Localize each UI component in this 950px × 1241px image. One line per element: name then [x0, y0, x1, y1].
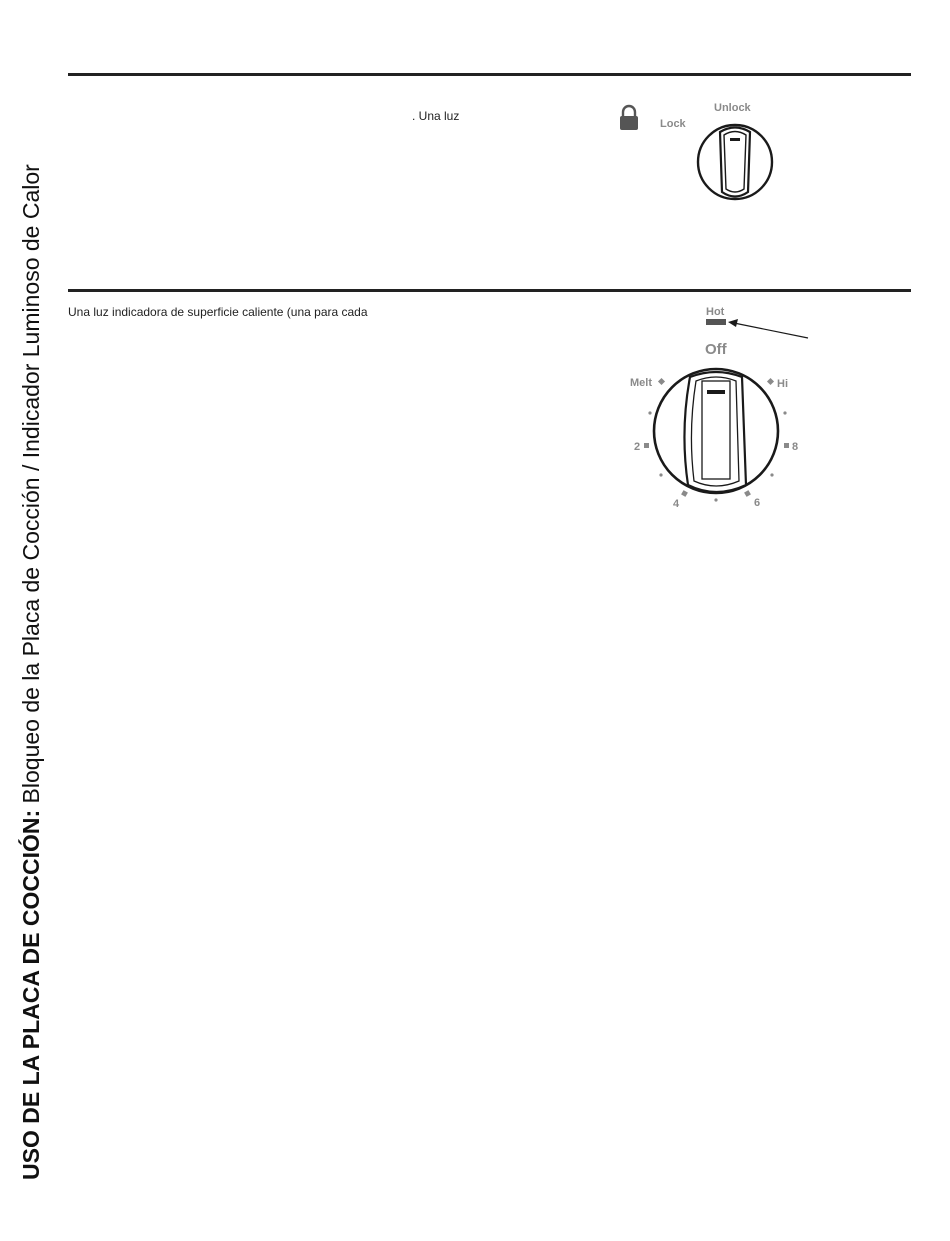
scale-marker-8 [784, 443, 789, 448]
scale-marker-6 [744, 490, 751, 497]
hi-marker [767, 378, 774, 385]
scale-dot [648, 411, 651, 414]
hi-label: Hi [777, 378, 788, 390]
lock-section-text: . Una luz [412, 109, 460, 123]
scale-marker-2 [644, 443, 649, 448]
scale-label-4: 4 [673, 498, 680, 510]
scale-label-8: 8 [792, 441, 799, 453]
scale-dot [783, 411, 786, 414]
unlock-label: Unlock [714, 102, 751, 114]
lock-knob-diagram [610, 95, 810, 215]
scale-label-6: 6 [754, 497, 761, 509]
hot-knob-diagram [610, 295, 830, 525]
scale-dot [770, 473, 773, 476]
melt-marker [658, 378, 665, 385]
side-title [16, 164, 46, 1180]
section-divider-top [68, 73, 911, 76]
section-divider-middle [68, 289, 911, 292]
scale-marker-4 [681, 490, 688, 497]
burner-knob[interactable] [654, 369, 778, 493]
side-title-bold: USO DE LA PLACA DE COCCIÓN: [18, 809, 44, 1180]
lock-icon [620, 106, 638, 130]
scale-label-2: 2 [634, 441, 641, 453]
hot-indicator-light [706, 319, 726, 325]
callout-arrow [734, 323, 808, 338]
lock-knob[interactable] [698, 125, 772, 199]
hot-section-text: Una luz indicadora de superficie caliente (una para cada [68, 305, 368, 319]
hot-indicator-label: Hot [706, 306, 725, 318]
scale-dot [659, 473, 662, 476]
scale-dot [714, 498, 717, 501]
arrow-head [728, 319, 738, 327]
side-title-regular: Bloqueo de la Placa de Cocción / Indicador Luminoso de Calor [18, 164, 44, 810]
lock-label: Lock [660, 118, 686, 130]
off-label: Off [705, 341, 727, 358]
melt-label: Melt [630, 377, 652, 389]
